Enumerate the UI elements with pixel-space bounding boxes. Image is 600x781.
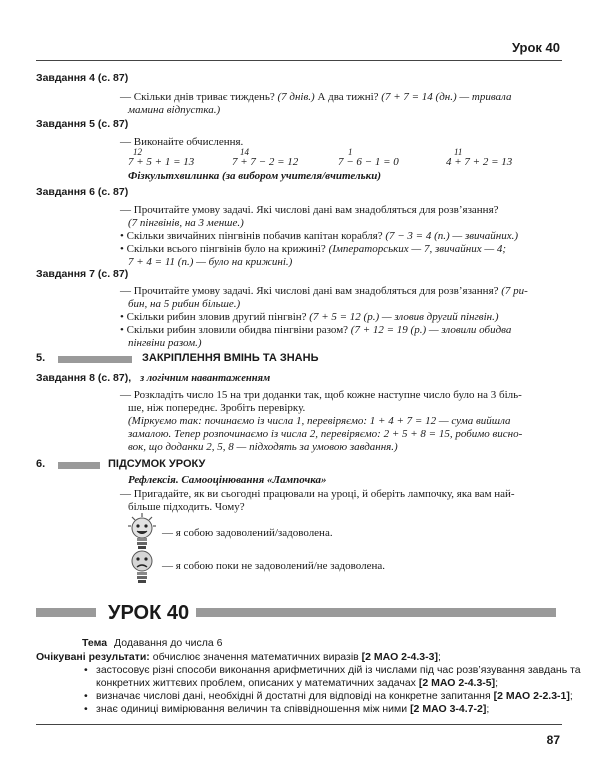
task-8-label-suffix: з логічним навантаженням [140, 373, 271, 384]
topic-value: Додавання до числа 6 [113, 637, 223, 649]
task-7-q2: • Скільки рибин зловили обидва пінгвіни разом? [120, 324, 351, 336]
task-8-line-5: вок, що доданки 2, 5, 8 — підходять за умовою завдання.) [128, 441, 398, 453]
result-2-code: [2 МАО 2-4.3-5] [418, 677, 496, 689]
result-1-code: [2 МАО 2-4.3-3] [361, 651, 438, 663]
task-4-line-2: мамина відпустка.) [128, 104, 221, 116]
task-4-answer-2: (7 + 7 = 14 (дн.) — тривала [381, 91, 512, 103]
task-6-line-2: (7 пінгвінів, на 3 менше.) [128, 217, 244, 229]
calc-4: 4 + 7 + 2 = 13 [446, 156, 513, 168]
task-6-q2: • Скільки всього пінгвінів було на крижині? [120, 243, 329, 255]
result-3-punct: ; [569, 690, 573, 702]
task-4-question-2: А два тижні? [314, 91, 382, 103]
task-4-answer-1: (7 днів.) [277, 91, 315, 103]
task-8-line-4: замалою. Тепер розпочинаємо із числа 2, перевіряємо: 2 + 5 + 8 = 15, робимо висно- [128, 428, 523, 440]
calc-3-superscript: 1 [348, 147, 353, 157]
task-5-instruction: — Виконайте обчислення. [120, 136, 244, 148]
results-label: Очікувані результати: [36, 651, 150, 663]
task-8-line-3: (Міркуємо так: починаємо із числа 1, перевіряємо: 1 + 4 + 7 = 12 — сума вийшла [128, 415, 511, 427]
result-2-punct: ; [495, 677, 499, 689]
physical-break: Фізкультхвилинка (за вибором учителя/вчительки) [128, 170, 382, 182]
calc-1-superscript: 12 [133, 147, 142, 157]
task-4-label: Завдання 4 (с. 87) [36, 72, 129, 84]
calc-2-superscript: 14 [240, 147, 249, 157]
task-8-label [36, 372, 270, 384]
task-6-bullet-1 [120, 230, 518, 243]
task-8-label-text: Завдання 8 (с. 87), [36, 372, 132, 384]
task-6-bullet-2 [120, 243, 506, 256]
task-8-line-1: — Розкладіть число 15 на три доданки так, щоб кожне наступне число було на 3 біль- [120, 389, 522, 401]
calc-1: 7 + 5 + 1 = 13 [128, 156, 195, 168]
result-3-line [96, 690, 573, 703]
happy-bulb-icon [128, 512, 156, 550]
page-number: 87 [546, 733, 560, 747]
result-4-text: знає одиниці вимірювання величин та співвідношення між ними [96, 703, 411, 715]
task-6-line-1: — Прочитайте умову задачі. Які числові дані вам знадобляться для розв’язання? [120, 204, 499, 216]
section-5-title: ЗАКРІПЛЕННЯ ВМІНЬ ТА ЗНАНЬ [142, 352, 319, 364]
result-1-punct: ; [437, 651, 441, 663]
section-6-title: ПІДСУМОК УРОКУ [108, 458, 206, 470]
summary-line-2: більше підходить. Чому? [128, 501, 245, 513]
result-1-text: обчислює значення математичних виразів [152, 651, 362, 663]
task-6-label: Завдання 6 (с. 87) [36, 186, 129, 198]
bulb-1-text: — я собою задоволений/задоволена. [162, 527, 333, 539]
result-2-line-2 [96, 677, 498, 690]
sad-bulb-icon [128, 547, 156, 585]
task-7-answer-start: (7 ри- [501, 285, 528, 297]
task-4-question-1: — Скільки днів триває тиждень? [120, 91, 278, 103]
task-8-line-2: ше, ніж попереднє. Зробіть перевірку. [128, 402, 306, 414]
result-2-bullet: • [84, 664, 88, 676]
task-5-label: Завдання 5 (с. 87) [36, 118, 129, 130]
calc-3: 7 − 6 − 1 = 0 [338, 156, 399, 168]
task-6-q1: • Скільки звичайних пінгвінів побачив капітан корабля? [120, 230, 386, 242]
topic-label: Тема [82, 637, 108, 649]
section-5-bar [58, 356, 132, 363]
task-6-bullet-2-cont: 7 + 4 = 11 (п.) — було на крижині.) [128, 256, 293, 268]
task-4-line-1 [120, 91, 512, 104]
lesson-bar-right [196, 608, 556, 617]
result-3-text: визначає числові дані, необхідні й достатні для відповіді на конкретне запитання [96, 690, 494, 702]
task-7-q1: • Скільки рибин зловив другий пінгвін? [120, 311, 310, 323]
lesson-bar-left [36, 608, 96, 617]
summary-line-1: — Пригадайте, як ви сьогодні працювали на уроці, й оберіть лампочку, яка вам най- [120, 488, 515, 500]
header-divider [36, 60, 562, 61]
task-7-bullet-2-cont: пінгвіни разом.) [128, 337, 202, 349]
task-7-bullet-2 [120, 324, 511, 337]
result-4-line [96, 703, 489, 716]
result-3-bullet: • [84, 690, 88, 702]
task-7-a1: (7 + 5 = 12 (р.) — зловив другий пінгвін.) [309, 311, 499, 323]
results-row-1 [36, 651, 441, 664]
task-7-bullet-1 [120, 311, 499, 324]
task-6-a2: (Імператорських — 7, звичайних — 4; [328, 243, 507, 255]
section-5-number: 5. [36, 352, 46, 364]
section-6-bar [58, 462, 100, 469]
calc-4-superscript: 11 [454, 147, 463, 157]
topic-row [82, 637, 222, 650]
reflection-heading: Рефлексія. Самооцінювання «Лампочка» [128, 474, 327, 486]
result-3-code: [2 МАО 2-2.3-1] [493, 690, 570, 702]
bulb-2-text: — я собою поки не задоволений/не задоволена. [162, 560, 385, 572]
result-2-text: конкретних життєвих проблем, описаних у математичних задачах [96, 677, 419, 689]
lesson-title: УРОК 40 [108, 602, 190, 624]
lesson-header-title: Урок 40 [511, 40, 560, 55]
task-7-a2: (7 + 12 = 19 (р.) — зловили обидва [350, 324, 512, 336]
result-4-bullet: • [84, 703, 88, 715]
section-6-number: 6. [36, 458, 46, 470]
task-7-line-1 [120, 285, 528, 298]
result-2-line-1: застосовує різні способи виконання арифметичних дій із числами під час розв’язування завдань та [96, 664, 581, 676]
task-6-a1: (7 − 3 = 4 (п.) — звичайних.) [385, 230, 519, 242]
task-7-question: — Прочитайте умову задачі. Які числові дані вам знадобляться для розв’язання? [120, 285, 502, 297]
task-7-label: Завдання 7 (с. 87) [36, 268, 129, 280]
result-4-code: [2 МАО 3-4.7-2] [410, 703, 487, 715]
task-7-line-2: бин, на 5 рибин більше.) [128, 298, 241, 310]
result-4-punct: ; [486, 703, 490, 715]
calc-2: 7 + 7 − 2 = 12 [232, 156, 299, 168]
footer-divider [36, 724, 562, 725]
